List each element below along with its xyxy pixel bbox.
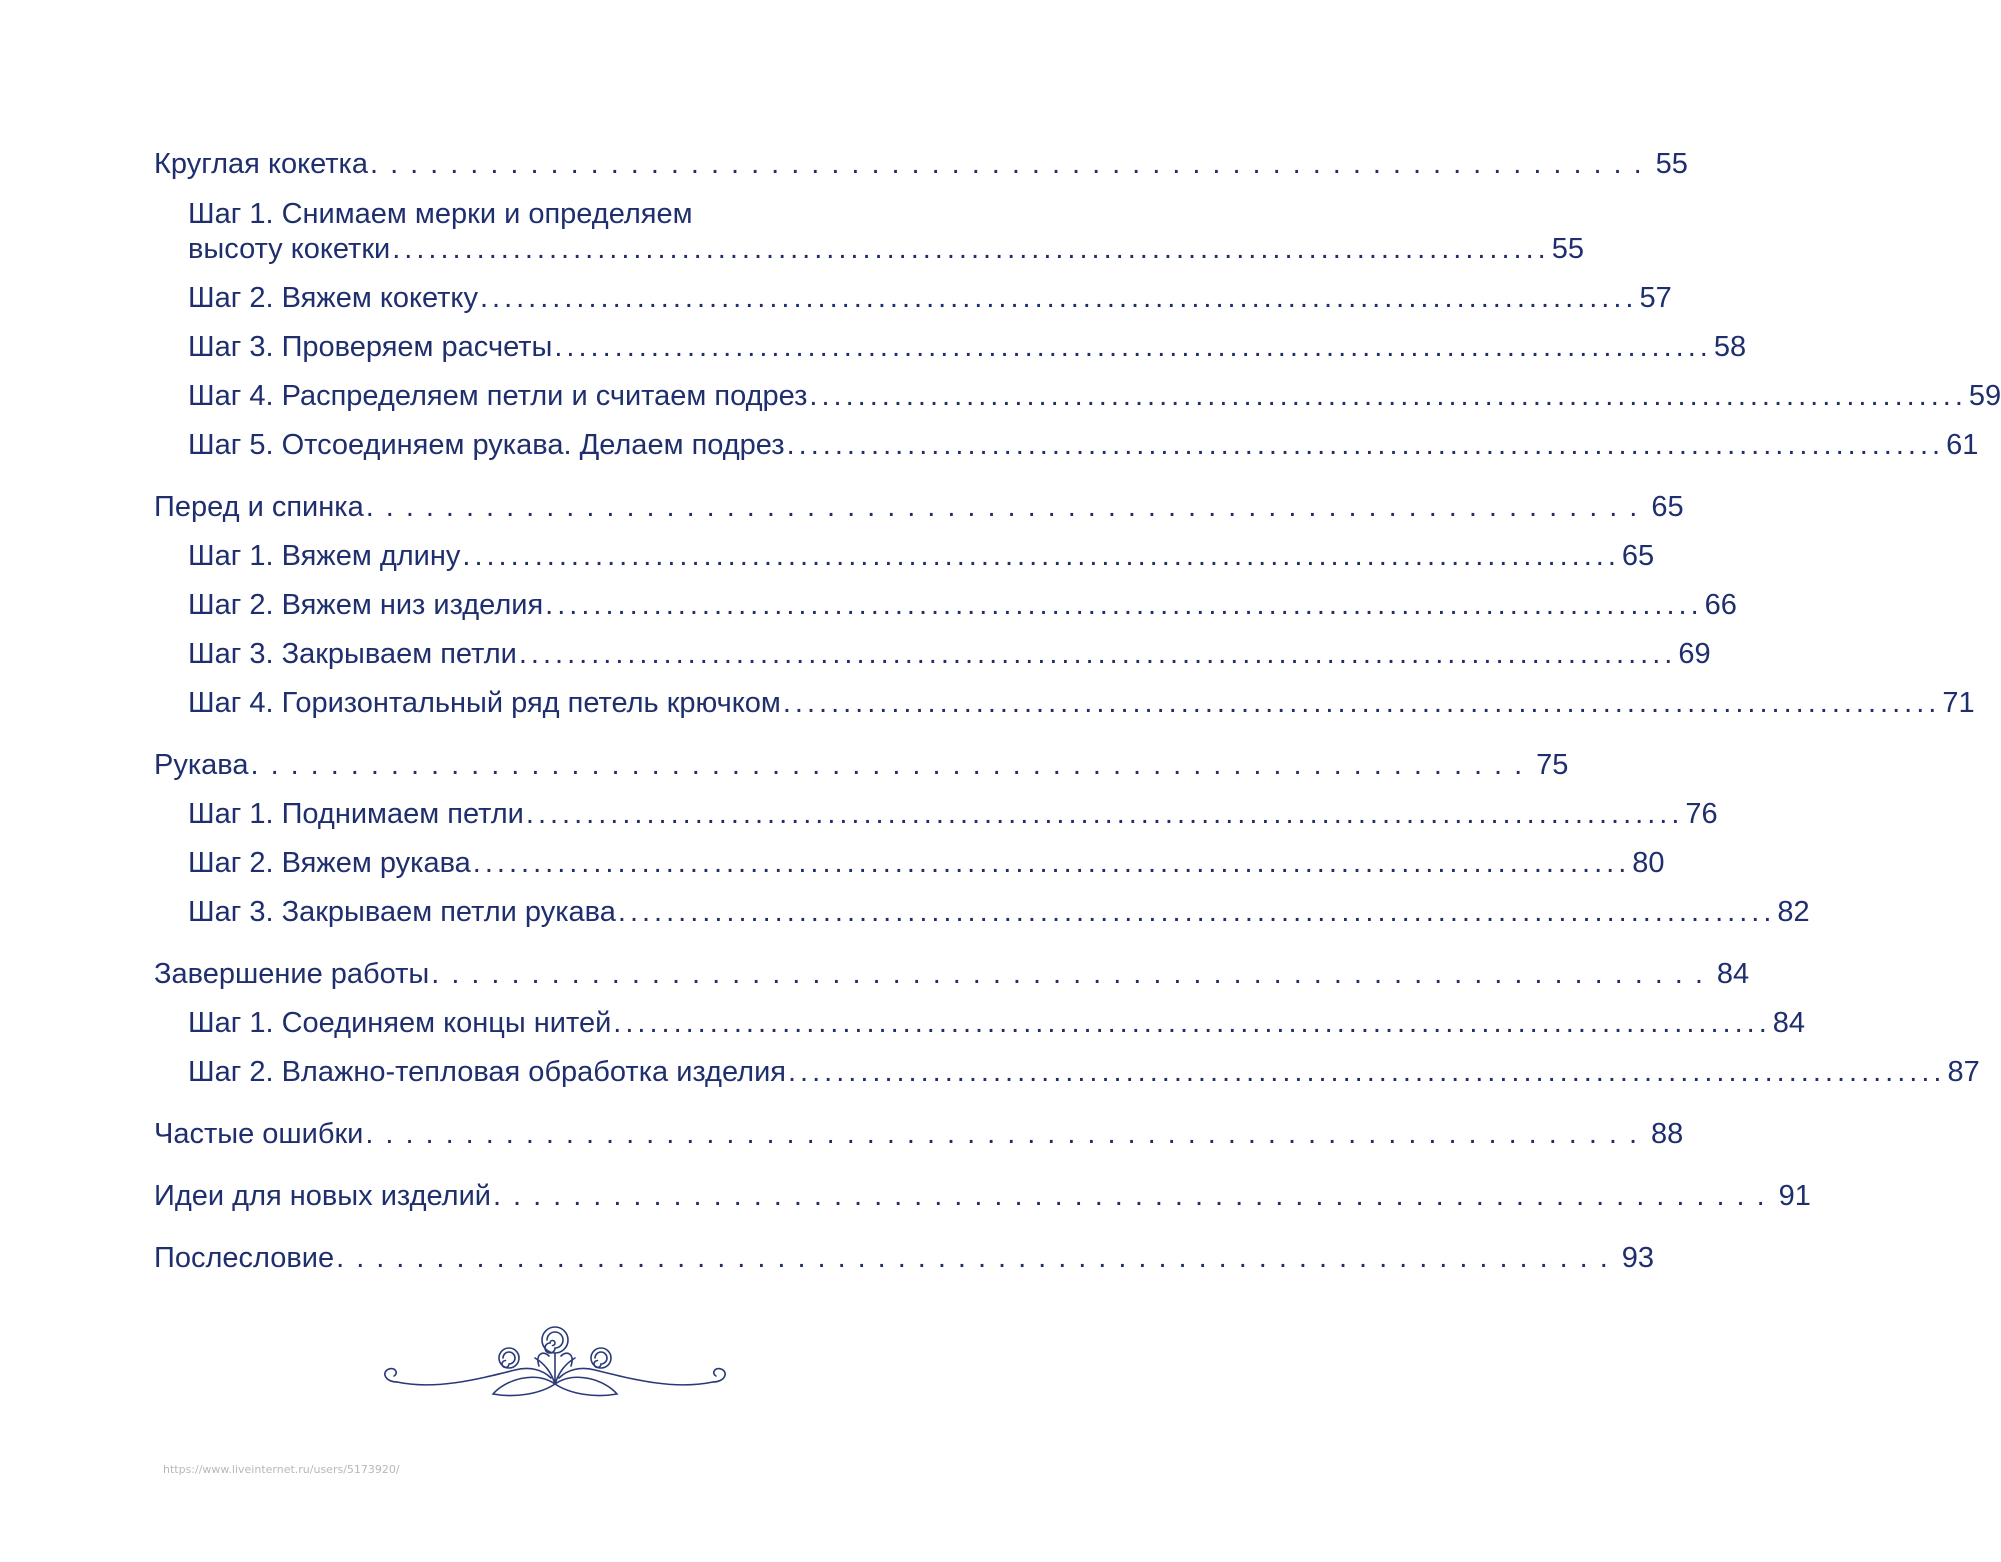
toc-entry-title: Шаг 5. Отсоединяем рукава. Делаем подрез — [188, 429, 785, 461]
toc-entry — [154, 1116, 1684, 1152]
toc-leader-dots: ................................................................................................ — [787, 1056, 1946, 1088]
toc-entry — [154, 1178, 1811, 1214]
toc-entry-page: 80 — [1632, 847, 1665, 879]
toc-entry — [188, 329, 1747, 365]
toc-leader-dots: ................................................................................................ — [786, 429, 1945, 461]
toc-entry-title: Шаг 2. Вяжем низ изделия — [188, 589, 544, 621]
toc-entry-title: Шаг 2. Влажно-тепловая обработка изделия — [188, 1056, 786, 1088]
toc-entry-page: 76 — [1685, 798, 1718, 830]
toc-entry-title: Шаг 3. Закрываем петли рукава — [188, 896, 616, 928]
toc-leader-dots: ................................................................................................ — [479, 282, 1638, 314]
toc-entry-page: 66 — [1704, 589, 1737, 621]
toc-leader-dots: ................................................................ — [492, 1180, 1777, 1212]
toc-entry-page: 59 — [1968, 380, 2001, 412]
toc-leader-dots: ................................................................ — [336, 1242, 1620, 1274]
toc-entry-title: Шаг 2. Вяжем рукава — [188, 847, 471, 879]
toc-leader-dots: ................................................................................................ — [782, 687, 1941, 719]
toc-entry — [188, 427, 1979, 463]
toc-entry-title: Рукава — [154, 749, 249, 781]
toc-entry-page: 88 — [1651, 1118, 1684, 1150]
toc-entry-title: Шаг 3. Закрываем петли — [188, 638, 517, 670]
toc-leader-dots: ................................................................................................ — [472, 847, 1631, 879]
toc-entry-page: 55 — [1551, 233, 1584, 265]
toc-entry-title: Шаг 3. Проверяем расчеты — [188, 331, 553, 363]
toc-entry-page: 75 — [1536, 749, 1569, 781]
toc-entry-title: Перед и спинка — [154, 491, 364, 523]
toc-entry-title: Частые ошибки — [154, 1118, 364, 1150]
toc-entry — [154, 956, 1750, 992]
source-watermark: https://www.liveinternet.ru/users/5173920/ — [163, 1463, 400, 1476]
floral-ornament-icon — [375, 1320, 735, 1400]
toc-entry-title: Идеи для новых изделий — [154, 1180, 491, 1212]
toc-entry — [188, 587, 1737, 623]
toc-entry — [188, 796, 1718, 832]
toc-entry-page: 57 — [1639, 282, 1672, 314]
toc-entry-title: высоту кокетки — [188, 233, 391, 265]
toc-entry — [188, 845, 1665, 881]
toc-leader-dots: ................................................................ — [370, 148, 1654, 180]
toc-entry-page: 61 — [1946, 429, 1979, 461]
toc-entry-page: 84 — [1772, 1007, 1806, 1039]
toc-entry-page: 65 — [1621, 540, 1655, 572]
toc-entry-title: Завершение работы — [154, 958, 430, 990]
toc-leader-dots: ................................................................ — [250, 749, 1535, 781]
toc-entry-page: 84 — [1716, 958, 1750, 990]
toc-entry — [188, 280, 1672, 316]
toc-entry — [188, 685, 1975, 721]
toc-leader-dots: ................................................................ — [365, 491, 1650, 523]
toc-entry-page: 55 — [1655, 148, 1688, 180]
toc-entry-title-line1: Шаг 1. Снимаем мерки и определяем — [188, 198, 693, 230]
toc-entry — [188, 636, 1711, 672]
toc-leader-dots: ................................................................................................ — [518, 638, 1677, 670]
toc-entry-page: 71 — [1942, 687, 1975, 719]
toc-entry — [188, 894, 1810, 930]
toc-entry — [154, 747, 1569, 783]
toc-entry — [154, 489, 1684, 525]
toc-entry-title: Шаг 4. Горизонтальный ряд петель крючком — [188, 687, 781, 719]
toc-entry-page: 58 — [1713, 331, 1747, 363]
toc-entry — [188, 538, 1655, 574]
toc-entry-page: 65 — [1651, 491, 1684, 523]
toc-entry-page: 87 — [1947, 1056, 1980, 1088]
toc-entry-page: 93 — [1621, 1242, 1655, 1274]
toc-entry — [154, 146, 1688, 182]
toc-leader-dots: ................................................................................................ — [613, 1007, 1771, 1039]
toc-leader-dots: ................................................................ — [365, 1118, 1650, 1150]
toc-entry-title: Шаг 4. Распределяем петли и считаем подрез — [188, 380, 808, 412]
toc-entry — [188, 1054, 1980, 1090]
toc-entry — [188, 1005, 1806, 1041]
toc-leader-dots: ................................................................................................ — [617, 896, 1776, 928]
toc-entry-page: 91 — [1778, 1180, 1811, 1212]
toc-entry-title: Шаг 1. Вяжем длину — [188, 540, 461, 572]
toc-entry-title: Шаг 1. Соединяем концы нитей — [188, 1007, 612, 1039]
toc-entry-title: Послесловие — [154, 1242, 335, 1274]
toc-leader-dots: ................................................................ — [431, 958, 1715, 990]
toc-entry — [188, 378, 2001, 414]
toc-entry-page: 69 — [1678, 638, 1711, 670]
toc-entry — [188, 231, 1584, 267]
toc-leader-dots: ................................................................................................ — [545, 589, 1703, 621]
toc-leader-dots: ................................................................................................ — [525, 798, 1684, 830]
toc-leader-dots: ................................................................................................ — [462, 540, 1620, 572]
toc-leader-dots: ................................................................................................ — [809, 380, 1967, 412]
toc-entry-title: Шаг 1. Поднимаем петли — [188, 798, 524, 830]
toc-entry-title: Круглая кокетка — [154, 148, 369, 180]
toc-leader-dots: ................................................................................................ — [392, 233, 1550, 265]
toc-leader-dots: ................................................................................................ — [554, 331, 1712, 363]
toc-entry-title: Шаг 2. Вяжем кокетку — [188, 282, 478, 314]
toc-entry — [154, 1240, 1655, 1276]
toc-entry-page: 82 — [1777, 896, 1810, 928]
